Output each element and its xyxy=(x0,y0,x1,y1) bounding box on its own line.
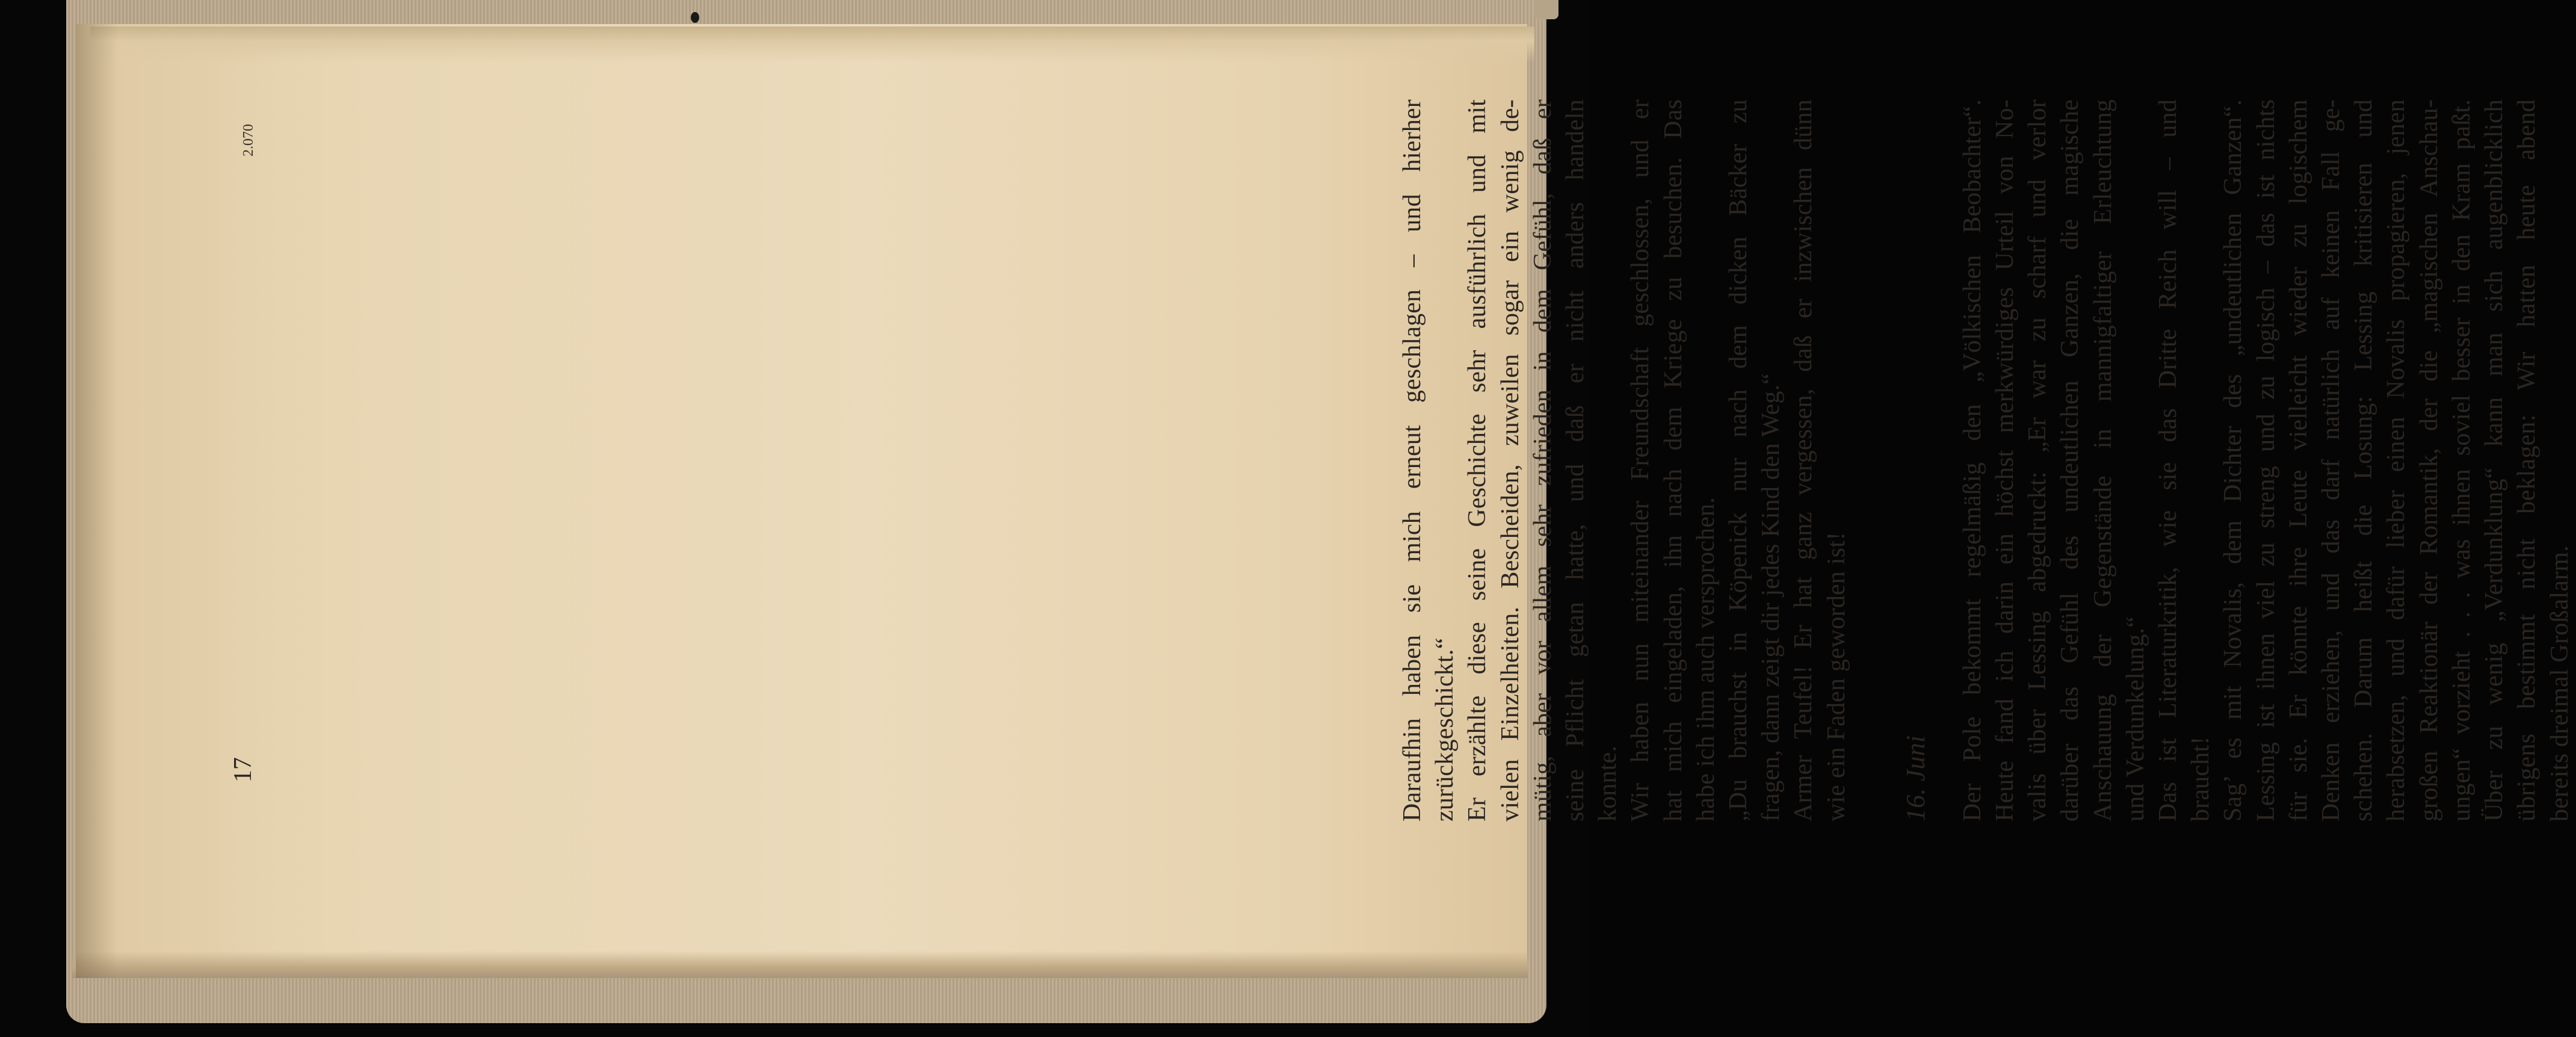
text-line: bereits dreimal Großalarm. xyxy=(2545,545,2574,822)
text-line: herabsetzen, und dafür lieber einen Novalis propagieren, jenen xyxy=(2382,99,2411,822)
text-line: seine Pflicht getan hatte, und daß er nicht anders handeln xyxy=(1561,99,1590,822)
text-line: Lessing ist ihnen viel zu streng und zu logisch – das ist nichts xyxy=(2252,99,2280,822)
text-line: übrigens bestimmt nicht beklagen: Wir hatten heute abend xyxy=(2513,99,2541,822)
text-line: hat mich eingeladen, ihn nach dem Kriege zu besuchen. Das xyxy=(1659,99,1687,822)
entry-date-heading: 16. Juni xyxy=(1900,735,1930,822)
cover-corner xyxy=(1534,0,1558,19)
paragraph-block-1 xyxy=(1396,99,1853,822)
text-line: braucht! xyxy=(2187,736,2215,822)
text-line: Armer Teufel! Er hat ganz vergessen, daß er inzwischen dünn xyxy=(1790,99,1818,822)
page-edge-top xyxy=(90,26,1534,63)
spine-shadow xyxy=(76,24,118,978)
text-line: und Verdunkelung.“ xyxy=(2121,616,2149,822)
page-text xyxy=(1396,99,2574,822)
signature-mark: 2.070 xyxy=(241,124,256,156)
text-line: darüber das Gefühl des undeutlichen Ganzen, die magische xyxy=(2056,99,2084,822)
text-line: konnte. xyxy=(1594,745,1622,822)
text-line: wie ein Faden geworden ist! xyxy=(1822,531,1850,822)
text-line: Wir haben nun miteinander Freundschaft geschlossen, und er xyxy=(1626,99,1655,822)
dust-speck xyxy=(691,12,699,23)
text-line: fragen, dann zeigt dir jedes Kind den Weg.“ xyxy=(1757,373,1785,822)
text-line: habe ich ihm auch versprochen. xyxy=(1691,497,1720,822)
text-line: vielen Einzelheiten. Bescheiden, zuweilen sogar ein wenig de- xyxy=(1496,99,1524,822)
page-number: 17 xyxy=(229,757,257,782)
text-line: Der Pole bekommt regelmäßig den „Völkischen Beobachter“. xyxy=(1958,99,1986,822)
text-line: Daraufhin haben sie mich erneut geschlagen – und hierher xyxy=(1398,99,1426,822)
text-line: für sie. Er könnte ihre Leute vielleicht wieder zu logischem xyxy=(2284,99,2312,822)
page-edge-bottom xyxy=(72,951,1528,978)
text-line: valis über Lessing abgedruckt: „Er war zu scharf und verlor xyxy=(2024,99,2052,822)
text-line: „Du brauchst in Köpenick nur nach dem dicken Bäcker zu xyxy=(1725,99,1753,822)
text-line: Denken erziehen, und das darf natürlich auf keinen Fall ge- xyxy=(2317,99,2346,822)
text-line: zurückgeschickt.“ xyxy=(1431,637,1459,822)
text-line: Über zu wenig „Verdunklung“ kann man sich augenblicklich xyxy=(2480,99,2509,822)
text-line: Er erzählte diese seine Geschichte sehr ausführlich und mit xyxy=(1463,99,1492,822)
text-line: Anschauung der Gegenstände in mannigfaltiger Erleuchtung xyxy=(2089,99,2117,822)
text-line: Heute fand ich darin ein höchst merkwürdiges Urteil von No- xyxy=(1991,99,2019,822)
text-line: Sag’ es mit Novalis, dem Dichter des „undeutlichen Ganzen“. xyxy=(2219,99,2247,822)
text-line: mütig, aber vor allem sehr zufrieden in dem Gefühl, daß er xyxy=(1528,99,1557,822)
text-line: Das ist Literaturkritik, wie sie das Dritte Reich will – und xyxy=(2154,99,2182,822)
text-line: schehen. Darum heißt die Losung: Lessing kritisieren und xyxy=(2350,99,2378,822)
text-line: ungen“ vorzieht . . . was ihnen soviel besser in den Kram paßt. xyxy=(2447,99,2476,822)
paragraph-block-2 xyxy=(1956,99,2576,822)
book-page xyxy=(76,24,1527,978)
text-line: großen Reaktionär der Romantik, der die „magischen Anschau- xyxy=(2415,99,2443,822)
